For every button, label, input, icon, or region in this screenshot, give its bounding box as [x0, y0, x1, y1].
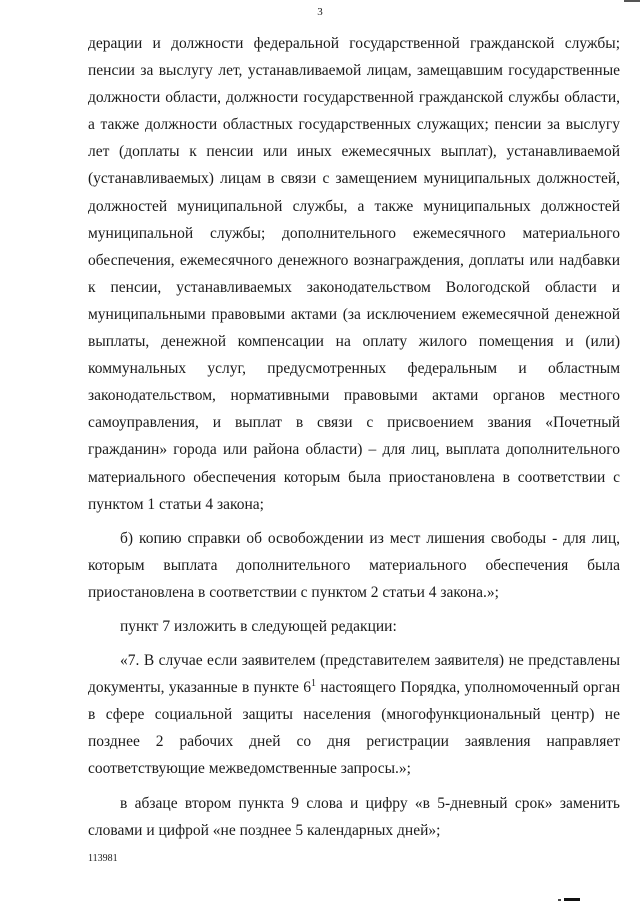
superscript-index: 1 [311, 678, 316, 690]
scan-edge-mark [624, 0, 640, 2]
paragraph-point-7-text [88, 647, 620, 782]
point-7-text-end: настоящего Порядка, уполномоченный орган в сфере социальной защиты населения (многофункциональный центр) не позднее 2 рабочих дней со дня регистрации заявления направляет соответствующие межведомственные запросы.»; [88, 679, 620, 778]
document-body [88, 30, 620, 844]
paragraph-point-7-intro: пункт 7 изложить в следующей редакции: [120, 617, 397, 635]
page-number: 3 [317, 6, 323, 18]
scan-mark [564, 898, 580, 901]
paragraph-continuation: дерации и должности федеральной государственной гражданской службы; пенсии за выслугу лет, устанавливаемой лицам, замещавшим государственные должности области, должности государственной гражданской службы области, а также должности областных государственных служащих; пенсии за выслугу лет (доплаты к пенсии или иных ежемесячных выплат), устанавливаемой (устанавливаемых) лицам в связи с замещением муниципальных должностей, должностей муниципальной службы, а также муниципальных должностей муниципальной службы; дополнительного ежемесячного материального обеспечения, ежемесячного денежного вознаграждения, доплаты или надбавки к пенсии, устанавливаемых законодательством Вологодской области и муниципальными правовыми актами (за исключением ежемесячной денежной выплаты, денежной компенсации на оплату жилого помещения и (или) коммунальных услуг, предусмотренных федеральным и областным законодательством, нормативными правовыми актами органов местного самоуправления, и выплат в связи с присвоением звания «Почетный гражданин» города или района области) – для лиц, выплата дополнительного материального обеспечения которым была приостановлена в соответствии с пунктом 1 статьи 4 закона; [88, 35, 620, 513]
paragraph-item-b: б) копию справки об освобождении из мест лишения свободы - для лиц, которым выплата дополнительного материального обеспечения была приостановлена в соответствии с пунктом 2 статьи 4 закона.»; [88, 529, 620, 601]
paragraph-point-9-amendment: в абзаце втором пункта 9 слова и цифру «в 5-дневный срок» заменить словами и цифрой «не позднее 5 календарных дней»; [88, 794, 620, 839]
scan-mark-left [558, 899, 561, 901]
point-7-text-start: «7. В случае если заявителем (представителем заявителя) не представлены документы, указанные в пункте 6 [88, 652, 620, 697]
document-code: 113981 [88, 853, 118, 864]
